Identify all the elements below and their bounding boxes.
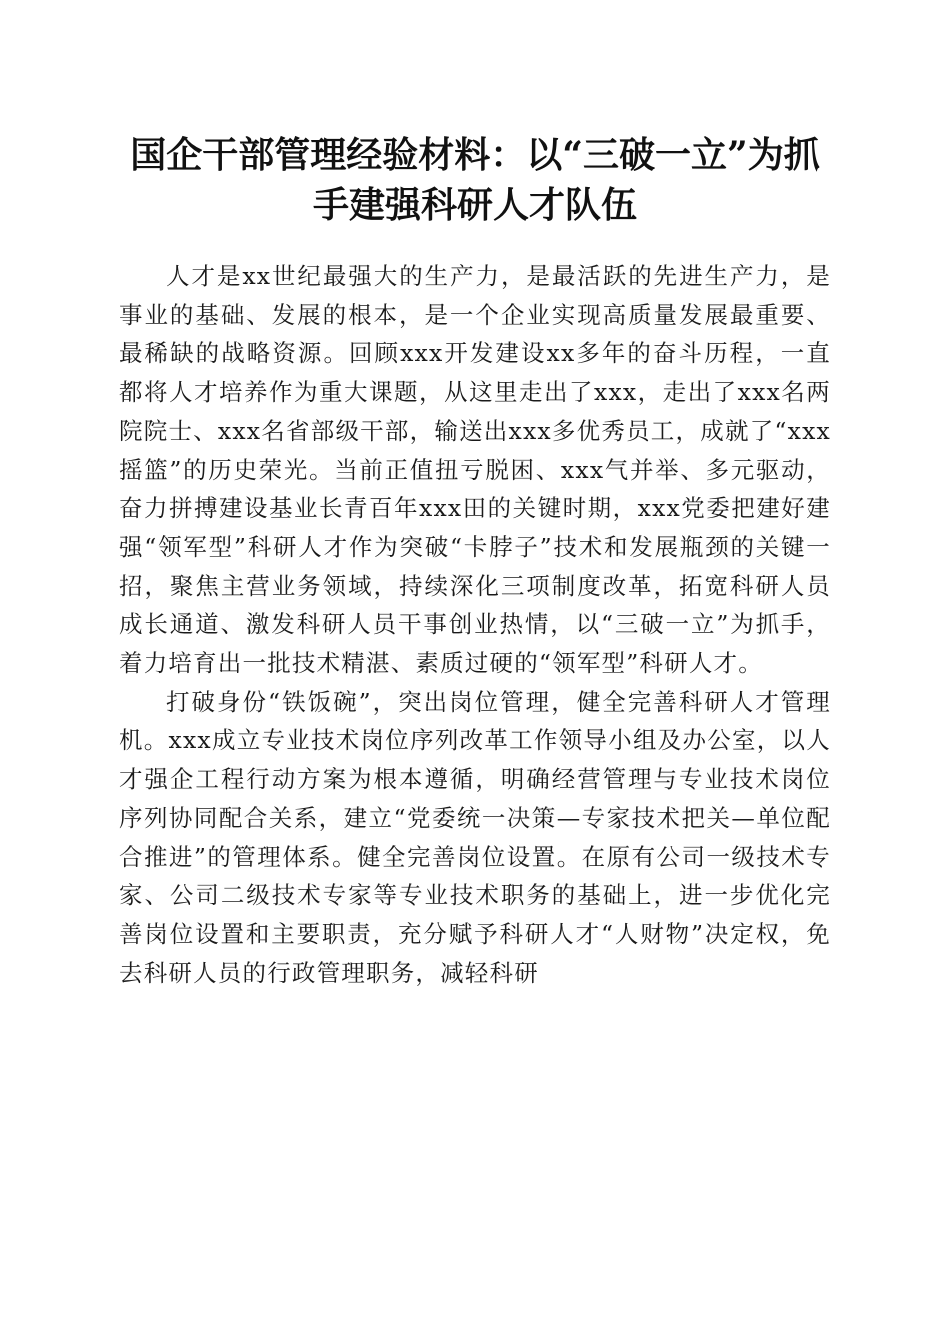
document-title (100, 130, 850, 230)
paragraph-2: 打破身份“铁饭碗”，突出岗位管理，健全完善科研人才管理机。xxx成立专业技术岗位序列改革工作领导小组及办公室，以人才强企工程行动方案为根本遵循，明确经营管理与专业技术岗位序列协同配合关系，建立“党委统一决策—专家技术把关—单位配合推进”的管理体系。健全完善岗位设置。在原有公司一级技术专家、公司二级技术专家等专业技术职务的基础上，进一步优化完善岗位设置和主要职责，充分赋予科研人才“人财物”决定权，免去科研人员的行政管理职务，减轻科研 (119, 687, 831, 987)
title-line-1: 国企干部管理经验材料：以“三破一立”为抓 (130, 134, 820, 176)
title-line-2: 手建强科研人才队伍 (312, 184, 637, 226)
paragraph-1: 人才是xx世纪最强大的生产力，是最活跃的先进生产力，是事业的基础、发展的根本，是一个企业实现高质量发展最重要、最稀缺的战略资源。回顾xxx开发建设xx多年的奋斗历程，一直都将人才培养作为重大课题，从这里走出了xxx，走出了xxx名两院院士、xxx名省部级干部，输送出xxx多优秀员工，成就了“xxx摇篮”的历史荣光。当前正值扭亏脱困、xxx气并举、多元驱动，奋力拼搏建设基业长青百年xxx田的关键时期，xxx党委把建好建强“领军型”科研人才作为突破“卡脖子”技术和发展瓶颈的关键一招，聚焦主营业务领域，持续深化三项制度改革，拓宽科研人员成长通道、激发科研人员干事创业热情，以“三破一立”为抓手，着力培育出一批技术精湛、素质过硬的“领军型”科研人才。 (119, 262, 831, 678)
document-body (119, 257, 831, 992)
